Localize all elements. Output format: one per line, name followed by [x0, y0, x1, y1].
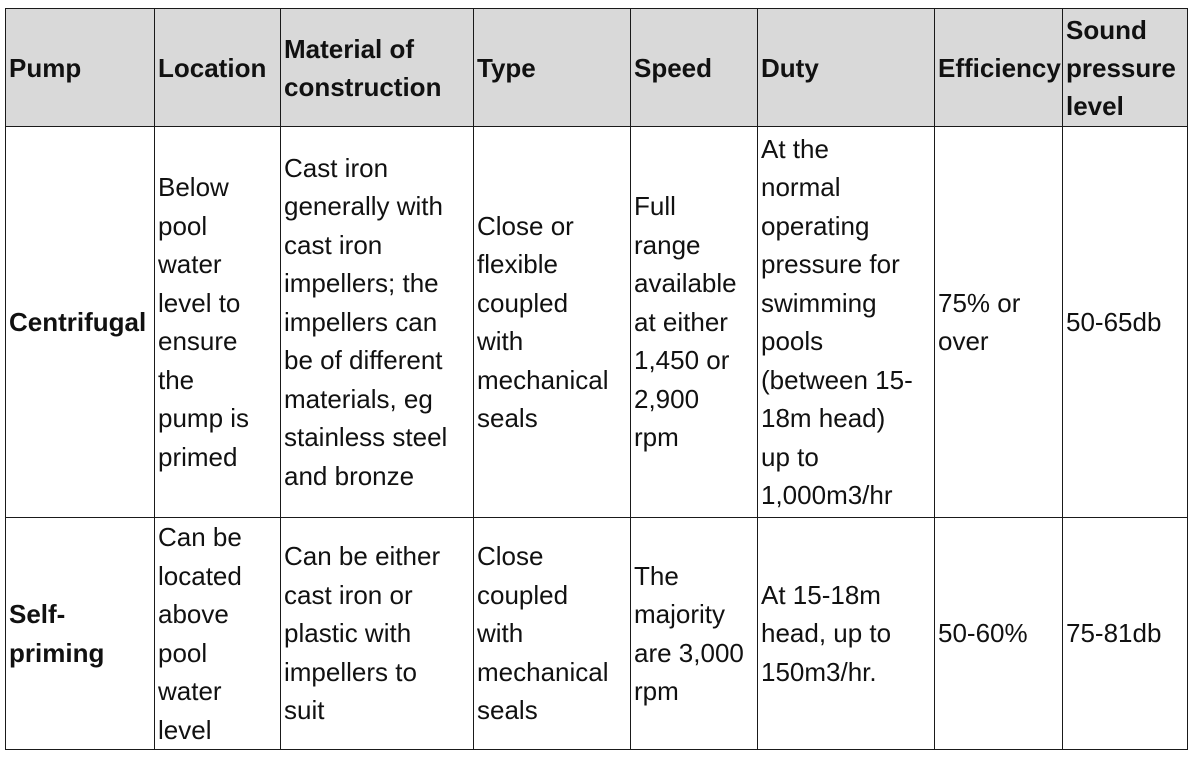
cell-location: Can be located above pool water level [155, 518, 281, 750]
cell-material: Cast iron generally with cast iron impellers; the impellers can be of different materials, eg stainless steel and bronze [281, 127, 474, 518]
cell-sound-pressure-level: 50-65db [1063, 127, 1188, 518]
cell-material: Can be either cast iron or plastic with impellers to suit [281, 518, 474, 750]
cell-duty: At the normal operating pressure for swimming pools (between 15- 18m head) up to 1,000m3/hr [758, 127, 935, 518]
header-row [6, 9, 1188, 127]
cell-pump: Centrifugal [6, 127, 155, 518]
header-pump: Pump [6, 9, 155, 127]
header-sound-pressure-level: Sound pressure level [1063, 9, 1188, 127]
header-duty: Duty [758, 9, 935, 127]
table-row-centrifugal [6, 127, 1188, 518]
header-material: Material of construction [281, 9, 474, 127]
cell-location: Below pool water level to ensure the pump is primed [155, 127, 281, 518]
table-header [6, 9, 1188, 127]
cell-efficiency: 50-60% [935, 518, 1063, 750]
header-location: Location [155, 9, 281, 127]
cell-pump: Self- priming [6, 518, 155, 750]
cell-type: Close coupled with mechanical seals [474, 518, 631, 750]
header-efficiency: Efficiency [935, 9, 1063, 127]
cell-efficiency: 75% or over [935, 127, 1063, 518]
cell-type: Close or flexible coupled with mechanical seals [474, 127, 631, 518]
cell-duty: At 15-18m head, up to 150m3/hr. [758, 518, 935, 750]
table-row-self-priming [6, 518, 1188, 750]
cell-speed: Full range available at either 1,450 or 2,900 rpm [631, 127, 758, 518]
cell-speed: The majority are 3,000 rpm [631, 518, 758, 750]
cell-sound-pressure-level: 75-81db [1063, 518, 1188, 750]
table-body [6, 127, 1188, 750]
header-speed: Speed [631, 9, 758, 127]
pump-comparison-table [5, 8, 1188, 750]
header-type: Type [474, 9, 631, 127]
